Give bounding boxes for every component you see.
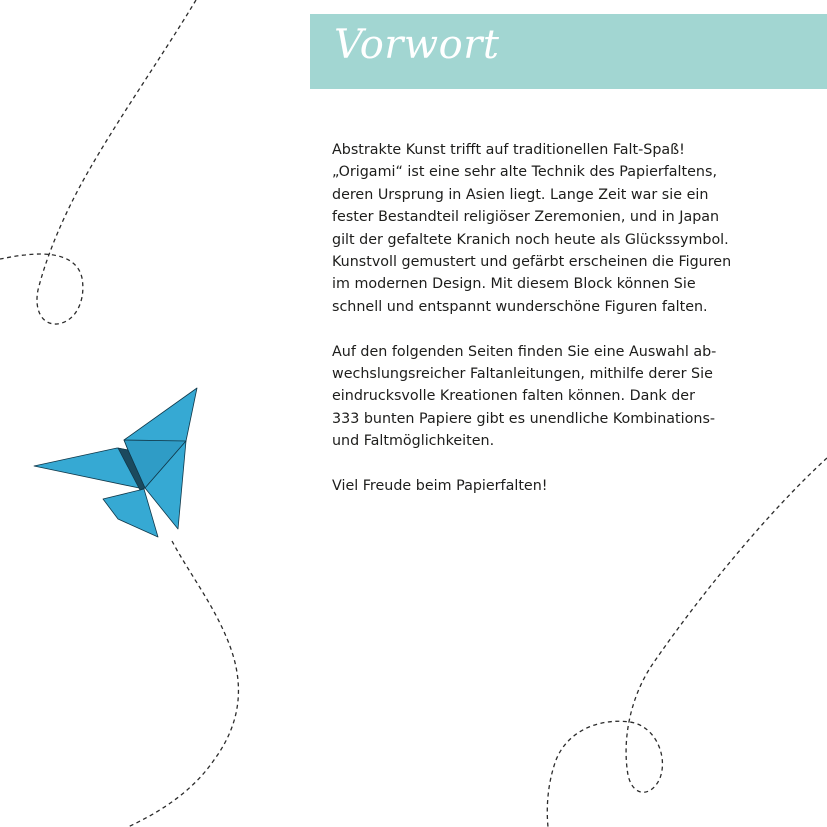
paragraph-intro [332, 139, 762, 318]
foreword-text [332, 139, 762, 520]
page-title: Vorwort [334, 22, 500, 68]
text-line: fester Bestandteil religiöser Zeremonien, und in Japan [332, 209, 720, 226]
paragraph-instructions [332, 341, 762, 453]
text-line: im modernen Design. Mit diesem Block können Sie [332, 276, 696, 293]
text-line: und Faltmöglichkeiten. [332, 433, 495, 450]
text-line: gilt der gefaltete Kranich noch heute als Glückssymbol. [332, 231, 729, 248]
text-line: 333 bunten Papiere gibt es unendliche Kombinations- [332, 410, 716, 427]
text-line: „Origami“ ist eine sehr alte Technik des Papierfaltens, [332, 164, 717, 181]
paragraph-closing [332, 475, 762, 497]
text-line: Viel Freude beim Papierfalten! [332, 478, 548, 495]
butterfly-left-lower-wing [103, 489, 158, 537]
text-line: eindrucksvolle Kreationen falten können. Dank der [332, 388, 695, 405]
text-line: wechslungsreicher Faltanleitungen, mithilfe derer Sie [332, 366, 713, 383]
dashed-flight-path-top [0, 0, 196, 324]
origami-butterfly-icon [34, 388, 197, 537]
text-line: schnell und entspannt wunderschöne Figuren falten. [332, 298, 708, 315]
text-line: Kunstvoll gemustert und gefärbt erscheinen die Figuren [332, 254, 732, 271]
text-line: Auf den folgenden Seiten finden Sie eine Auswahl ab- [332, 343, 717, 360]
dashed-flight-path-left [128, 541, 238, 827]
title-banner [310, 14, 827, 89]
text-line: deren Ursprung in Asien liegt. Lange Zeit war sie ein [332, 186, 709, 203]
text-line: Abstrakte Kunst trifft auf traditionellen Falt-Spaß! [332, 142, 685, 158]
